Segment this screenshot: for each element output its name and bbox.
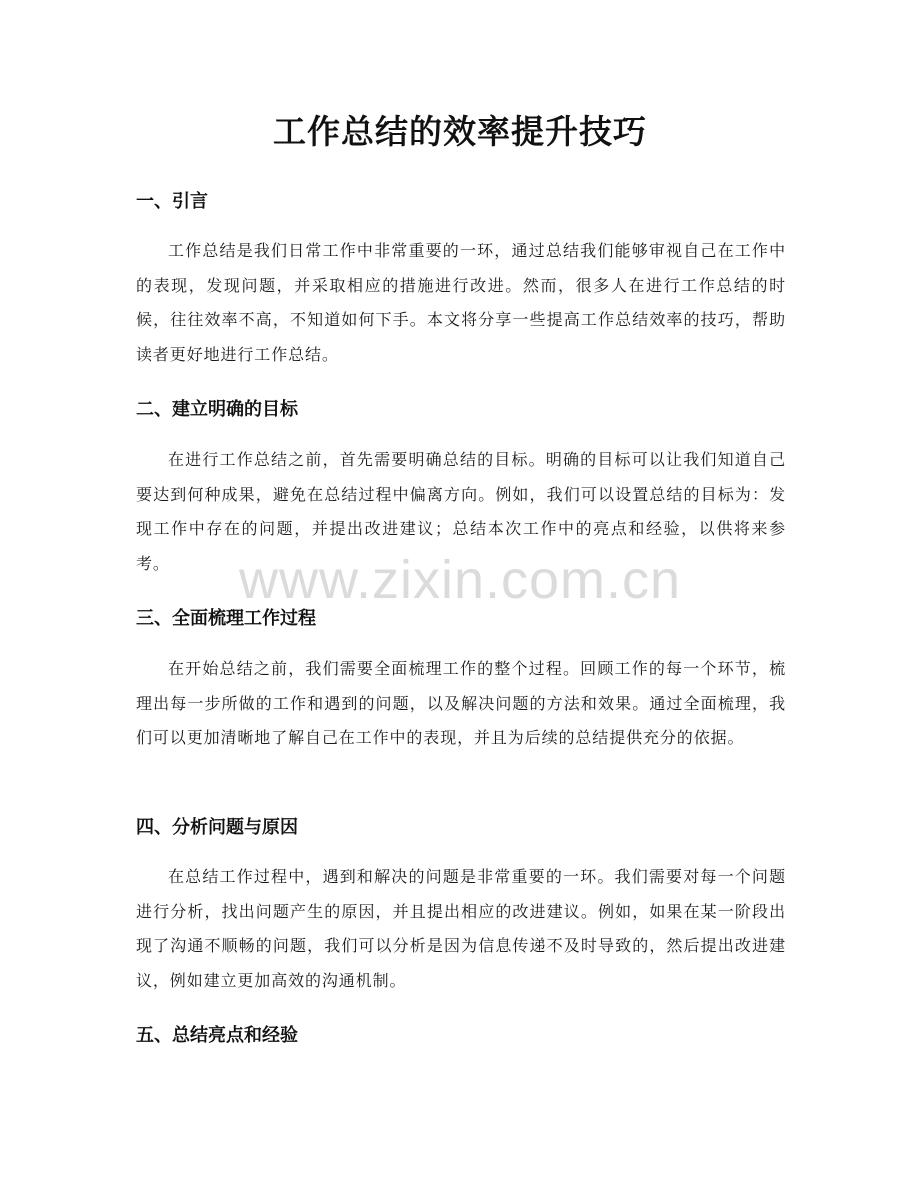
section-heading-goals: 二、建立明确的目标	[136, 399, 298, 420]
section-heading-highlights: 五、总结亮点和经验	[136, 1025, 298, 1046]
watermark: www.zixin.com.cn	[238, 550, 682, 610]
section-heading-intro: 一、引言	[136, 191, 208, 212]
document-title: 工作总结的效率提升技巧	[273, 112, 647, 151]
section-heading-review: 三、全面梳理工作过程	[136, 608, 316, 629]
section-paragraph-goals: 在进行工作总结之前，首先需要明确总结的目标。明确的目标可以让我们知道自己要达到何种成果，避免在总结过程中偏离方向。例如，我们可以设置总结的目标为：发现工作中存在的问题，并提出改进建议；总结本次工作中的亮点和经验，以供将来参考。	[136, 450, 786, 573]
section-paragraph-review: 在开始总结之前，我们需要全面梳理工作的整个过程。回顾工作的每一个环节，梳理出每一步所做的工作和遇到的问题，以及解决问题的方法和效果。通过全面梳理，我们可以更加清晰地了解自己在工作中的表现，并且为后续的总结提供充分的依据。	[136, 659, 786, 747]
section-heading-analysis: 四、分析问题与原因	[136, 817, 298, 838]
section-paragraph-analysis: 在总结工作过程中，遇到和解决的问题是非常重要的一环。我们需要对每一个问题进行分析，找出问题产生的原因，并且提出相应的改进建议。例如，如果在某一阶段出现了沟通不顺畅的问题，我们可以分析是因为信息传递不及时导致的，然后提出改进建议，例如建立更加高效的沟通机制。	[136, 867, 786, 990]
section-paragraph-intro: 工作总结是我们日常工作中非常重要的一环，通过总结我们能够审视自己在工作中的表现，发现问题，并采取相应的措施进行改进。然而，很多人在进行工作总结的时候，往往效率不高，不知道如何下手。本文将分享一些提高工作总结效率的技巧，帮助读者更好地进行工作总结。	[136, 241, 786, 364]
